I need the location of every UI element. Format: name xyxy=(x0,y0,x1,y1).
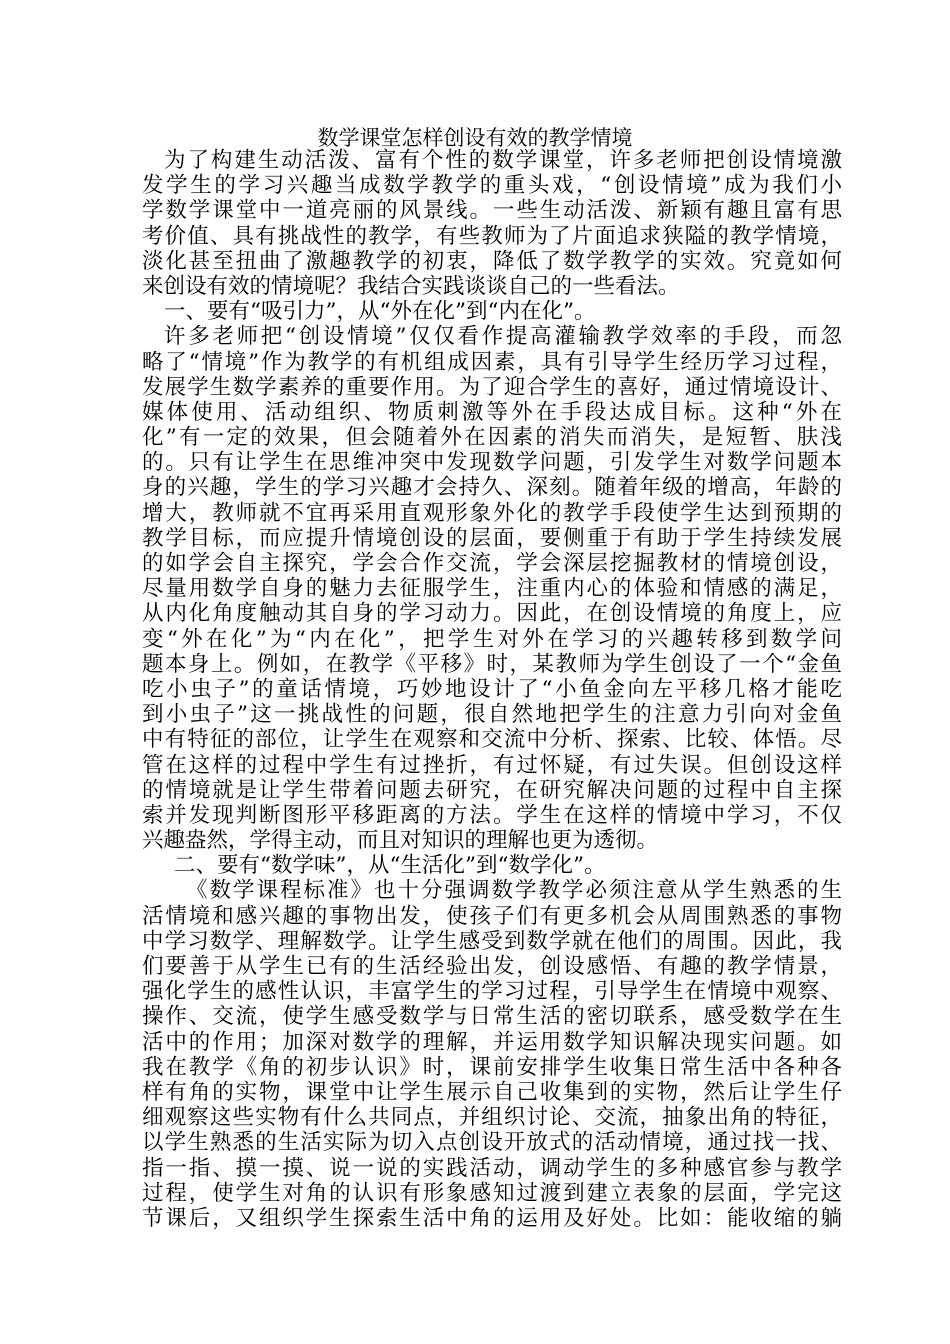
text-line: 中有特征的部位，让学生在观察和交流中分析、探索、比较、体悟。尽 xyxy=(142,727,842,753)
text-line: 以学生熟悉的生活实际为切入点创设开放式的活动情境，通过找一找、 xyxy=(142,1130,842,1156)
text-line: 指一指、摸一摸、说一说的实践活动，调动学生的多种感官参与教学 xyxy=(142,1155,842,1181)
text-line: 中学习数学、理解数学。让学生感受到数学就在他们的周围。因此，我 xyxy=(142,928,842,954)
text-line: 学数学课堂中一道亮丽的风景线。一些生动活泼、新颖有趣且富有思 xyxy=(142,198,842,224)
text-line: 题本身上。例如，在教学《平移》时，某教师为学生创设了一个“金鱼 xyxy=(142,651,842,677)
text-line: 发展学生数学素养的重要作用。为了迎合学生的喜好，通过情境设计、 xyxy=(142,374,842,400)
text-line: 我在教学《角的初步认识》时，课前安排学生收集日常生活中各种各 xyxy=(142,1054,842,1080)
text-line: 操作、交流，使学生感受数学与日常生活的密切联系，感受数学在生 xyxy=(142,1004,842,1030)
document-title: 数学课堂怎样创设有效的教学情境 xyxy=(317,126,633,150)
text-line: 从内化角度触动其自身的学习动力。因此，在创设情境的角度上，应 xyxy=(142,601,842,627)
text-line: 发学生的学习兴趣当成数学教学的重头戏，“创设情境”成为我们小 xyxy=(142,173,842,199)
text-line: 淡化甚至扭曲了激趣教学的初衷，降低了数学教学的实效。究竟如何 xyxy=(142,248,842,274)
text-line: 们要善于从学生已有的生活经验出发，创设感悟、有趣的教学情景， xyxy=(142,954,842,979)
text-line: 节课后，又组织学生探索生活中角的运用及好处。比如：能收缩的躺 xyxy=(142,1205,842,1231)
text-line: 身的兴趣，学生的学习兴趣才会持久、深刻。随着年级的增高，年龄的 xyxy=(142,475,842,501)
text-line: 活情境和感兴趣的事物出发，使孩子们有更多机会从周围熟悉的事物 xyxy=(142,903,842,929)
text-line: 到小虫子”这一挑战性的问题，很自然地把学生的注意力引向对金鱼 xyxy=(142,702,842,728)
text-line: 略了“情境”作为教学的有机组成因素，具有引导学生经历学习过程， xyxy=(142,349,842,375)
text-line: 来创设有效的情境呢？我结合实践谈谈自己的一些看法。 xyxy=(142,273,680,299)
text-line: 二、要有“数学味”，从“生活化”到“数学化”。 xyxy=(174,853,606,879)
text-line: 变“外在化”为“内在化”，把学生对外在学习的兴趣转移到数学问 xyxy=(142,626,842,652)
text-line: 化”有一定的效果，但会随着外在因素的消失而消失，是短暂、肤浅 xyxy=(142,425,842,451)
text-line: 的如学会自主探究，学会合作交流，学会深层挖掘教材的情境创设， xyxy=(142,551,842,576)
text-line: 为了构建生动活泼、富有个性的数学课堂，许多老师把创设情境激 xyxy=(164,148,842,173)
text-line: 兴趣盎然，学得主动，而且对知识的理解也更为透彻。 xyxy=(142,828,659,854)
text-line: 索并发现判断图形平移距离的方法。学生在这样的情境中学习，不仅 xyxy=(142,802,842,828)
text-line: 教学目标，而应提升情境创设的层面，要侧重于有助于学生持续发展 xyxy=(142,525,842,551)
text-line: 许多老师把“创设情境”仅仅看作提高灌输教学效率的手段，而忽 xyxy=(164,324,842,350)
text-line: 强化学生的感性认识，丰富学生的学习过程，引导学生在情境中观察、 xyxy=(142,979,842,1005)
text-line: 媒体使用、活动组织、物质刺激等外在手段达成目标。这种“外在 xyxy=(142,399,842,425)
text-line: 的情境就是让学生带着问题去研究，在研究解决问题的过程中自主探 xyxy=(142,777,842,803)
text-line: 管在这样的过程中学生有过挫折，有过怀疑，有过失误。但创设这样 xyxy=(142,752,842,778)
text-line: 活中的作用；加深对数学的理解，并运用数学知识解决现实问题。如 xyxy=(142,1029,842,1055)
text-line: 过程，使学生对角的认识有形象感知过渡到建立表象的层面，学完这 xyxy=(142,1180,842,1206)
document-body xyxy=(142,148,842,1231)
text-line: 细观察这些实物有什么共同点，并组织讨论、交流，抽象出角的特征， xyxy=(142,1105,842,1131)
text-line: 增大，教师就不宜再采用直观形象外化的教学手段使学生达到预期的 xyxy=(142,500,842,526)
text-line: 一、要有“吸引力”，从“外在化”到“内在化”。 xyxy=(164,299,596,325)
text-line: 《数学课程标准》也十分强调数学教学必须注意从学生熟悉的生 xyxy=(186,878,842,904)
text-line: 的。只有让学生在思维冲突中发现数学问题，引发学生对数学问题本 xyxy=(142,450,842,476)
text-line: 样有角的实物，课堂中让学生展示自己收集到的实物，然后让学生仔 xyxy=(142,1079,842,1105)
text-line: 考价值、具有挑战性的教学，有些教师为了片面追求狭隘的教学情境， xyxy=(142,223,842,249)
text-line: 吃小虫子”的童话情境，巧妙地设计了“小鱼金向左平移几格才能吃 xyxy=(142,676,842,702)
text-line: 尽量用数学自身的魅力去征服学生，注重内心的体验和情感的满足， xyxy=(142,576,842,602)
